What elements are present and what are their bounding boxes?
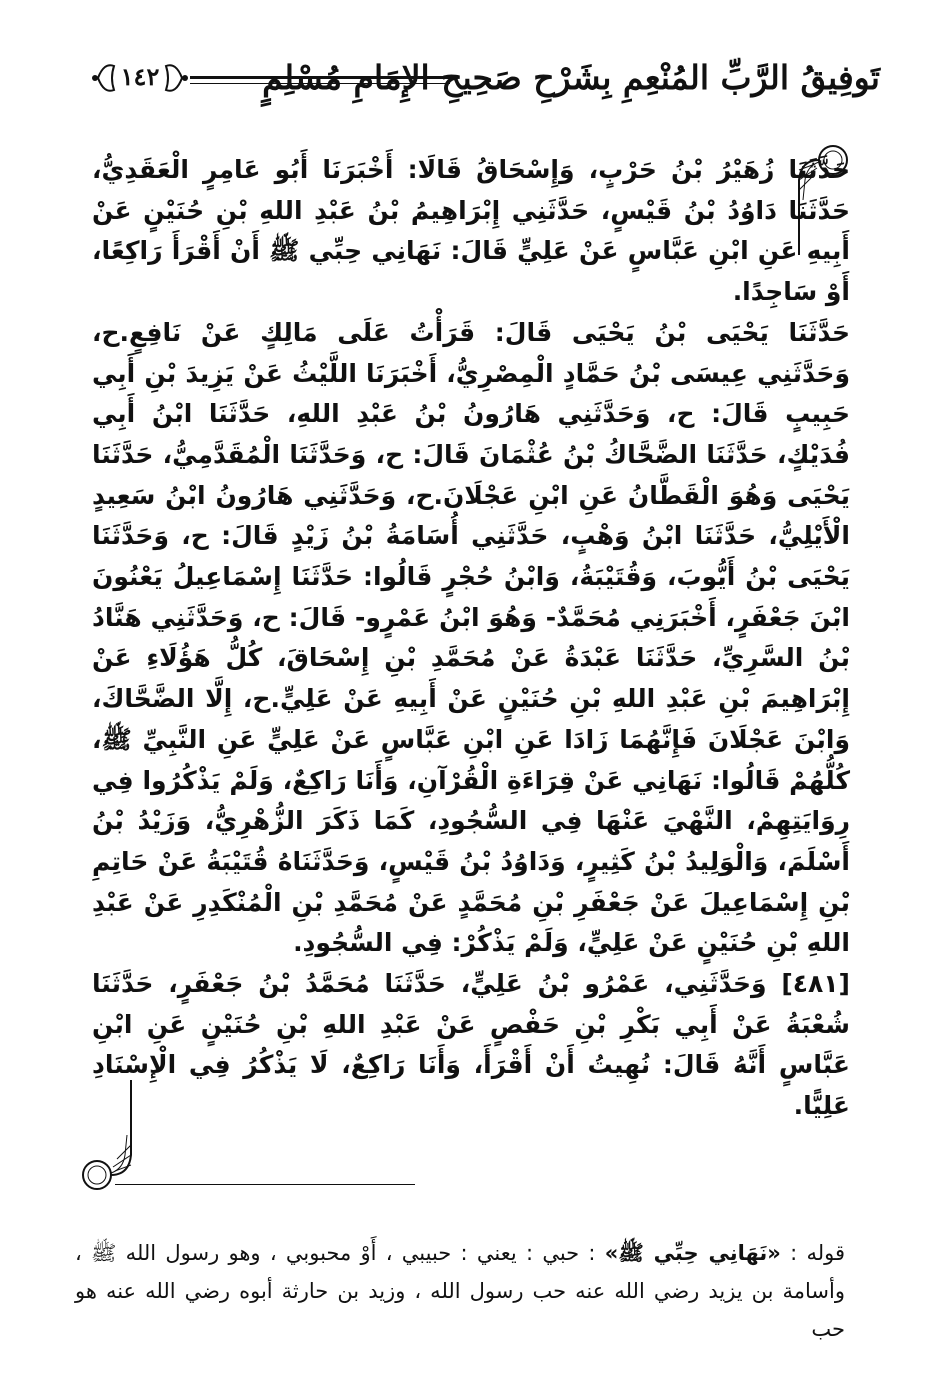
header-rule-thin <box>190 83 450 84</box>
header-rule-thick <box>190 76 450 79</box>
running-header <box>60 52 880 114</box>
hadith-text <box>92 150 850 1127</box>
footnote-separator <box>115 1184 415 1185</box>
hadith-paragraph: حَدَّثَنَا زُهَيْرُ بْنُ حَرْبٍ، وَإِسْحَاقُ قَالَا: أَخْبَرَنَا أَبُو عَامِرٍ الْعَقَدِيُّ، حَدَّثَنَا دَاوُدُ بْنُ قَيْسٍ، حَدَّثَنِي إِبْرَاهِيمُ بْنُ عَبْدِ اللهِ بْنِ حُنَيْنٍ عَنْ أَبِيهِ عَنِ ابْنِ عَبَّاسٍ عَنْ عَلِيٍّ قَالَ: نَهَانِي حِبِّي ﷺ أَنْ أَقْرَأَ رَاكِعًا، أَوْ سَاجِدًا. <box>92 155 850 307</box>
commentary <box>75 1234 845 1348</box>
hadith-paragraph: حَدَّثَنَا يَحْيَى بْنُ يَحْيَى قَالَ: قَرَأْتُ عَلَى مَالِكٍ عَنْ نَافِعٍ.ح، وَحَدَّثَنِي عِيسَى بْنُ حَمَّادٍ الْمِصْرِيُّ، أَخْبَرَنَا اللَّيْثُ عَنْ يَزِيدَ بْنِ أَبِي حَبِيبٍ قَالَ: ح، وَحَدَّثَنِي هَارُونُ بْنُ عَبْدِ اللهِ، حَدَّثَنَا ابْنُ أَبِي فُدَيْكٍ، حَدَّثَنَا الضَّحَّاكُ بْنُ عُثْمَانَ قَالَ: ح، وَحَدَّثَنَا الْمُقَدَّمِيُّ، حَدَّثَنَا يَحْيَى وَهُوَ الْقَطَّانُ عَنِ ابْنِ عَجْلَانَ.ح، وَحَدَّثَنِي هَارُونُ ابْنُ سَعِيدٍ الْأَيْلِيُّ، حَدَّثَنَا ابْنُ وَهْبٍ، حَدَّثَنِي أُسَامَةُ بْنُ زَيْدٍ قَالَ: ح، وَحَدَّثَنَا يَحْيَى بْنُ أَيُّوبَ، وَقُتَيْبَةُ، وَابْنُ حُجْرٍ قَالُوا: حَدَّثَنَا إِسْمَاعِيلُ يَعْنُونَ ابْنَ جَعْفَرٍ، أَخْبَرَنِي مُحَمَّدٌ- وَهُوَ ابْنُ عَمْرٍو- قَالَ: ح، وَحَدَّثَنِي هَنَّادُ بْنُ السَّرِيِّ، حَدَّثَنَا عَبْدَةُ عَنْ مُحَمَّدِ بْنِ إِسْحَاقَ، كُلُّ هَؤُلَاءِ عَنْ إِبْرَاهِيمَ بْنِ عَبْدِ اللهِ بْنِ حُنَيْنٍ عَنْ أَبِيهِ عَنْ عَلِيٍّ.ح، إِلَّا الضَّحَّاكَ، وَابْنَ عَجْلَانَ فَإِنَّهُمَا زَادَا عَنِ ابْنِ عَبَّاسٍ عَنْ عَلِيٍّ عَنِ النَّبِيِّ ﷺ، كُلُّهُمْ قَالُوا: نَهَانِي عَنْ قِرَاءَةِ الْقُرْآنِ، وَأَنَا رَاكِعٌ، وَلَمْ يَذْكُرُوا فِي رِوَايَتِهِمْ، النَّهْيَ عَنْهَا فِي السُّجُودِ، كَمَا ذَكَرَ الزُّهْرِيُّ، وَزَيْدُ بْنُ أَسْلَمَ، وَالْوَلِيدُ بْنُ كَثِيرٍ، وَدَاوُدُ بْنُ قَيْسٍ، وَحَدَّثَنَاهُ قُتَيْبَةُ عَنْ حَاتِمِ بْنِ إِسْمَاعِيلَ عَنْ جَعْفَرِ بْنِ مُحَمَّدٍ عَنْ مُحَمَّدِ بْنِ الْمُنْكَدِرِ عَنْ عَبْدِ اللهِ بْنِ حُنَيْنٍ عَنْ عَلِيٍّ، وَلَمْ يَذْكُرْ: فِي السُّجُودِ. <box>92 317 850 958</box>
hadith-number: [٤٨١] <box>781 969 850 999</box>
commentary-paragraph <box>75 1234 845 1348</box>
page-number-ornament <box>90 52 190 104</box>
book-title: تَوفِيقُ الرَّبِّ المُنْعِمِ بِشَرْحِ صَحِيحِ الإِمَامِ مُسْلِمٍ <box>262 58 880 97</box>
commentary-lead: قوله : <box>790 1241 845 1265</box>
commentary-quote: «نَهَانِي حِبِّي ﷺ» <box>604 1241 781 1265</box>
hadith-paragraph <box>92 964 850 1127</box>
page-number: ١٤٢ <box>120 62 160 91</box>
hadith-body: وَحَدَّثَنِي، عَمْرُو بْنُ عَلِيٍّ، حَدَّثَنَا مُحَمَّدُ بْنُ جَعْفَرٍ، حَدَّثَنَا شُعْبَةُ عَنْ أَبِي بَكْرِ بْنِ حَفْصٍ عَنْ عَبْدِ اللهِ بْنِ حُنَيْنٍ عَنِ ابْنِ عَبَّاسٍ أَنَّهُ قَالَ: نُهِيتُ أَنْ أَقْرَأَ، وَأَنَا رَاكِعٌ، لَا يَذْكُرُ فِي الْإِسْنَادِ عَلِيًّا. <box>92 969 850 1121</box>
commentary-body: : حبي : يعني : حبيبي ، أَوْ محبوبي ، وهو رسول الله ﷺ ، وأسامة بن يزيد رضي الله عنه حب رسول الله ، وزيد بن حارثة أبوه رضي الله عنه هو حب <box>75 1241 845 1341</box>
